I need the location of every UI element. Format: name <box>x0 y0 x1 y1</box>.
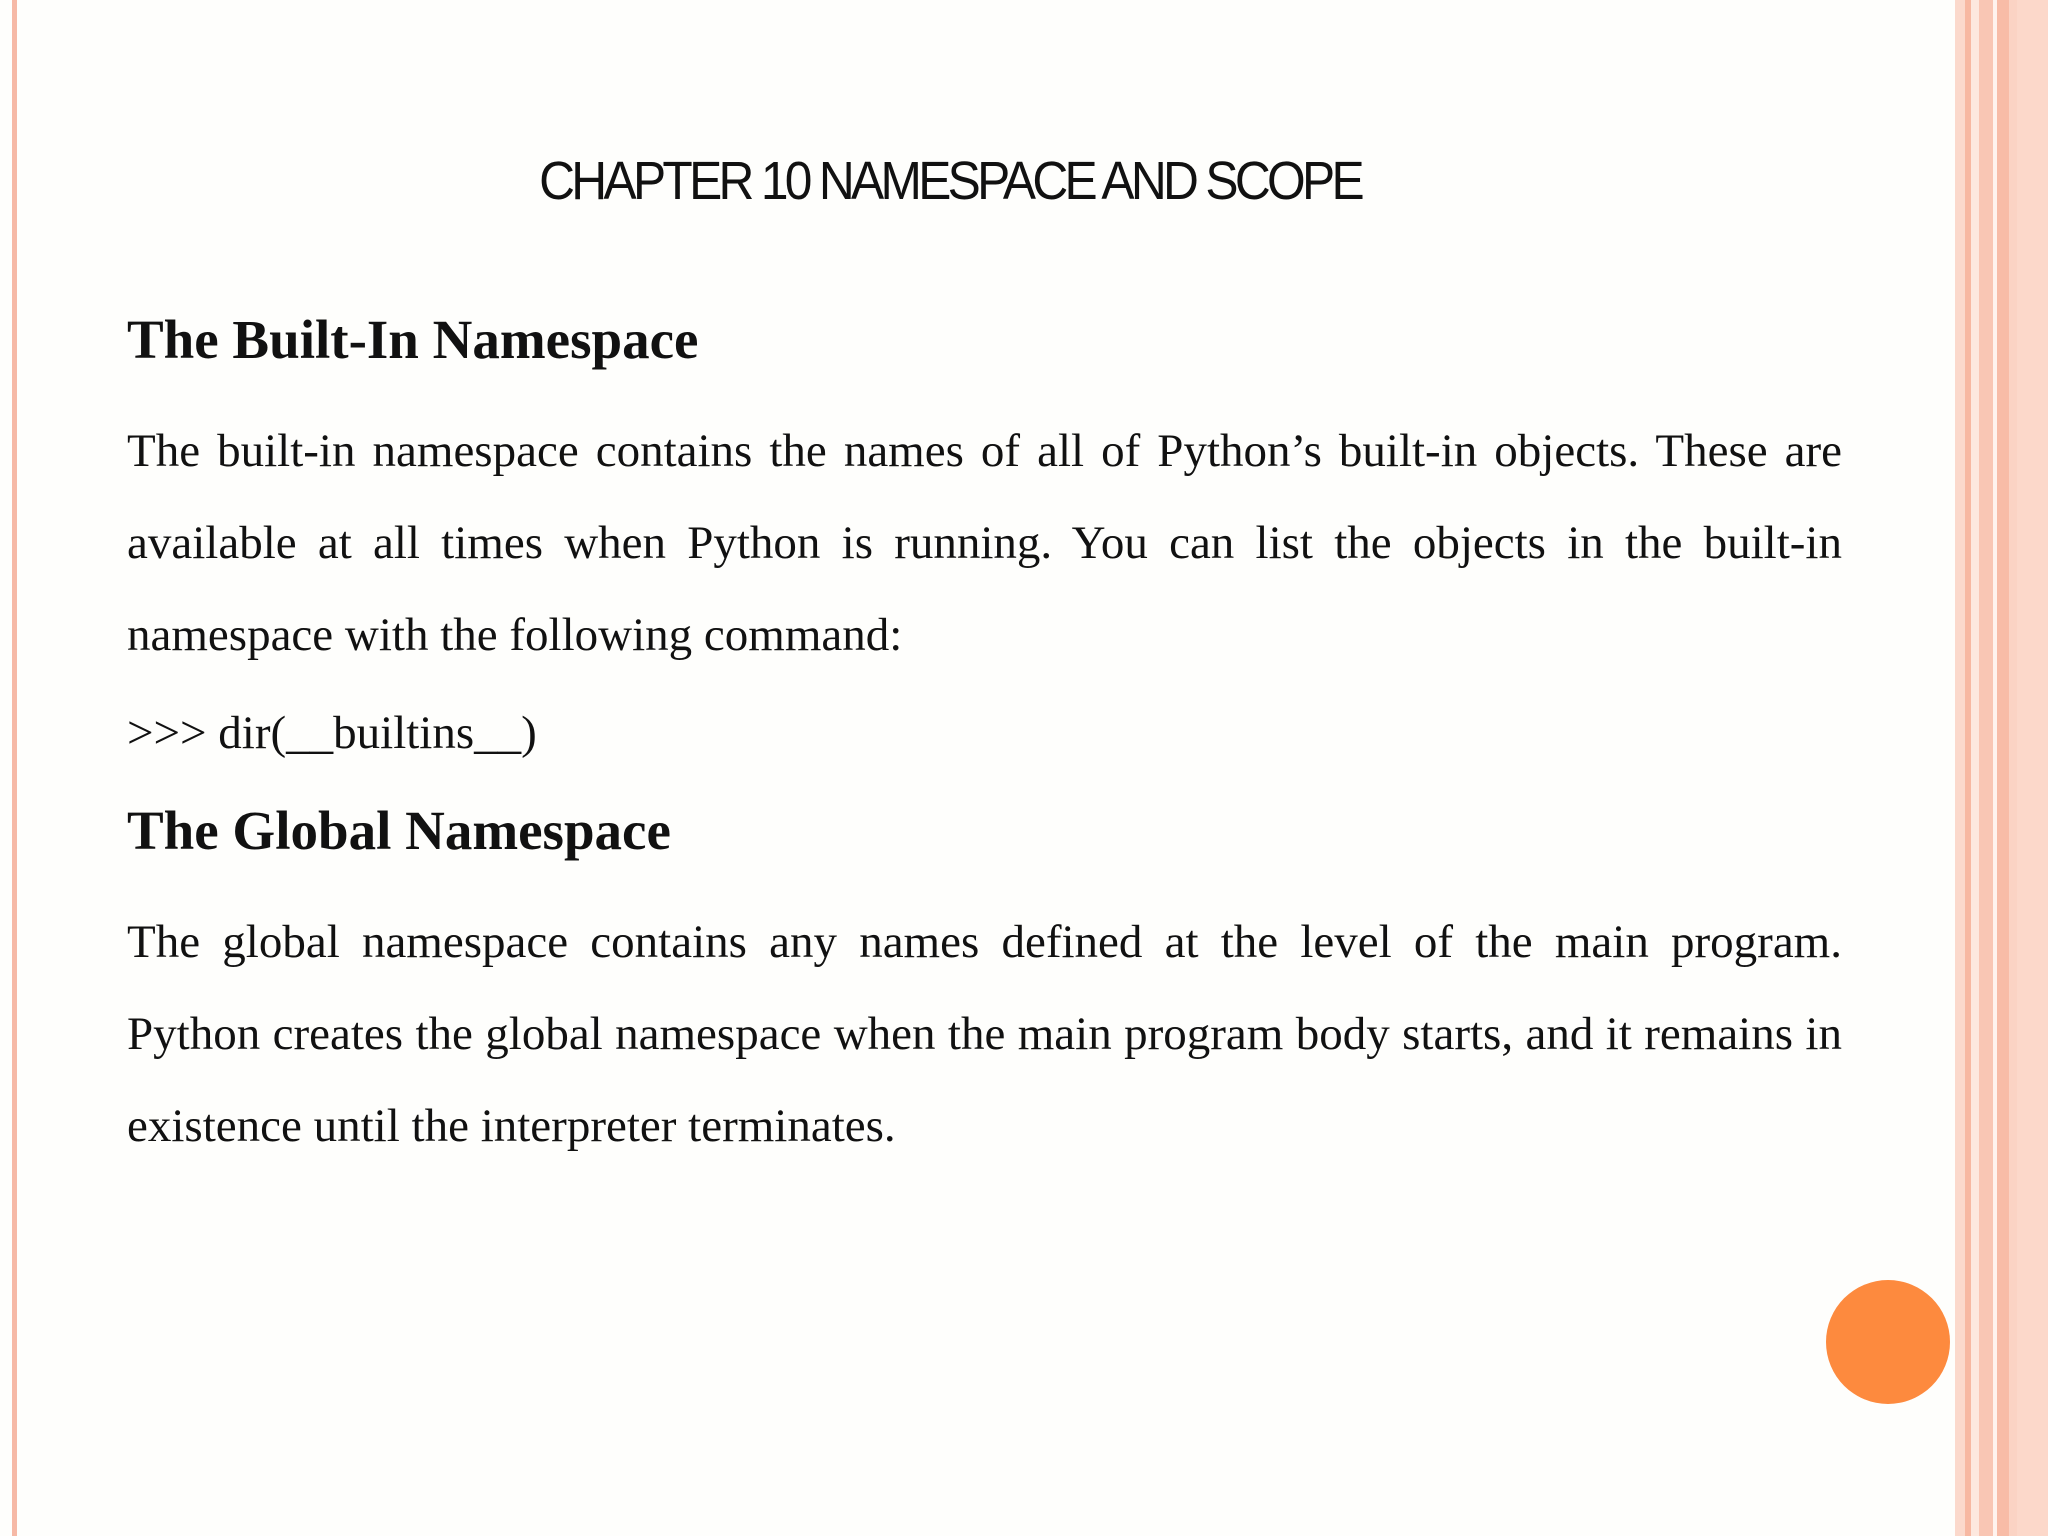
right-decorative-stripes <box>1955 0 2048 1536</box>
stripe <box>1997 0 2009 1536</box>
section-heading-global: The Global Namespace <box>127 800 671 861</box>
stripe <box>1979 0 1993 1536</box>
section-paragraph-global: The global namespace contains any names defined at the level of the main program. Python creates the global namespace when the main program body starts, and it remains in existence until the interpreter terminates. <box>127 916 1842 1152</box>
slide-title: CHAPTER 10 NAMESPACE AND SCOPE <box>539 151 1361 211</box>
left-border-line <box>12 0 17 1536</box>
stripe <box>1971 0 1979 1536</box>
stripe <box>2009 0 2017 1536</box>
stripe <box>1955 0 1965 1536</box>
slide-content <box>127 300 1842 1172</box>
section-heading-builtin: The Built-In Namespace <box>127 309 699 370</box>
section-paragraph-builtin: The built-in namespace contains the names of all of Python’s built-in objects. These are available at all times when Python is running. You can list the objects in the built-in namespace with the following command: <box>127 425 1842 661</box>
code-command: >>> dir(__builtins__) <box>127 707 537 759</box>
stripe <box>2017 0 2048 1536</box>
orange-circle-decoration <box>1826 1280 1950 1404</box>
